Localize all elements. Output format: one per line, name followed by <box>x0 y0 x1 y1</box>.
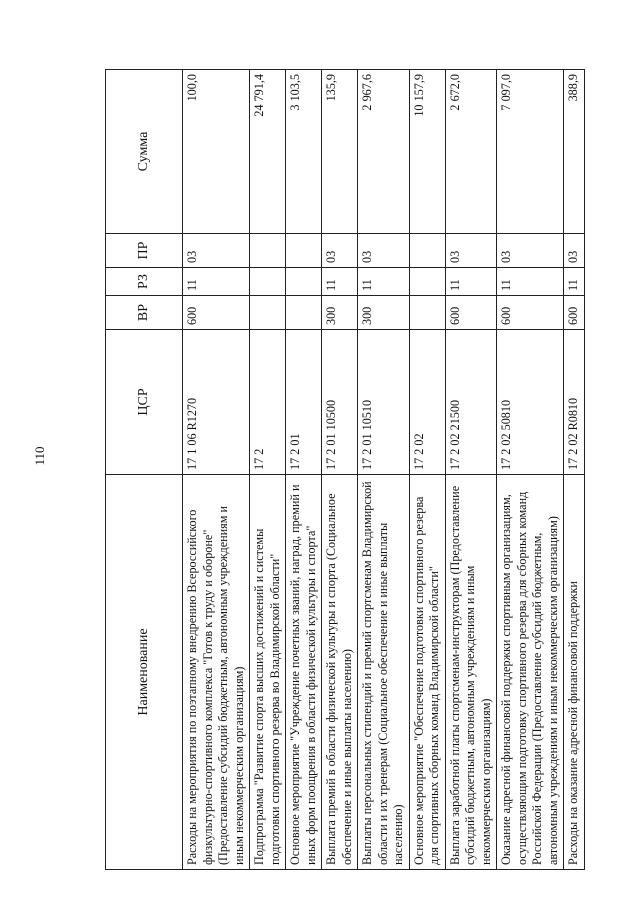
table-row <box>564 70 585 870</box>
row-rz: 11 <box>445 268 497 296</box>
row-name: Основное мероприятие "Обеспечение подготовки спортивного резерва для спортивных сборных команд Владимирской области" <box>409 475 445 870</box>
row-rz: 11 <box>322 268 358 296</box>
header-csr: ЦСР <box>106 330 183 475</box>
row-csr: 17 2 01 <box>286 330 322 475</box>
row-csr: 17 2 02 <box>409 330 445 475</box>
row-csr: 17 1 06 R1270 <box>183 330 250 475</box>
table-row <box>358 70 410 870</box>
row-rz <box>286 268 322 296</box>
row-vr: 600 <box>445 296 497 330</box>
row-sum: 7 097,0 <box>497 70 564 234</box>
row-sum: 3 103,5 <box>286 70 322 234</box>
row-name: Основное мероприятие "Учреждение почетных званий, наград, премий и иных форм поощрения в области физической культуры и спорта" <box>286 475 322 870</box>
rotated-page-content <box>105 70 630 870</box>
row-sum: 135,9 <box>322 70 358 234</box>
row-vr: 300 <box>322 296 358 330</box>
table-row <box>497 70 564 870</box>
row-vr <box>250 296 286 330</box>
row-pr: 03 <box>358 234 410 268</box>
row-sum: 24 791,4 <box>250 70 286 234</box>
row-rz: 11 <box>183 268 250 296</box>
row-pr <box>286 234 322 268</box>
table-row <box>250 70 286 870</box>
row-sum: 2 672,0 <box>445 70 497 234</box>
header-rz: РЗ <box>106 268 183 296</box>
row-vr: 600 <box>183 296 250 330</box>
row-pr: 03 <box>183 234 250 268</box>
row-name: Выплаты персональных стипендий и премий спортсменам Владимирской области и их тренерам (Социальное обеспечение и иные выплаты населению) <box>358 475 410 870</box>
row-name: Расходы на мероприятия по поэтапному внедрению Всероссийского физкультурно-спортивного комплекса "Готов к труду и обороне" (Предоставление субсидий бюджетным, автономным учреждениям и иным некоммерческим организациям) <box>183 475 250 870</box>
table-row <box>409 70 445 870</box>
row-name: Выплата премий в области физической культуры и спорта (Социальное обеспечение и иные выплаты населению) <box>322 475 358 870</box>
table-row <box>445 70 497 870</box>
row-vr <box>286 296 322 330</box>
header-vr: ВР <box>106 296 183 330</box>
row-rz <box>409 268 445 296</box>
page-number: 110 <box>32 446 47 466</box>
row-rz <box>250 268 286 296</box>
row-rz: 11 <box>358 268 410 296</box>
row-pr <box>409 234 445 268</box>
row-sum: 2 967,6 <box>358 70 410 234</box>
row-csr: 17 2 02 21500 <box>445 330 497 475</box>
row-csr: 17 2 01 10510 <box>358 330 410 475</box>
row-name: Расходы на оказание адресной финансовой поддержки <box>564 475 585 870</box>
row-name: Подпрограмма "Развитие спорта высших достижений и системы подготовки спортивного резерва во Владимирской области" <box>250 475 286 870</box>
row-name: Выплата заработной платы спортсменам-инструкторам (Предоставление субсидий бюджетным, автономным учреждениям и иным некоммерческим организациям) <box>445 475 497 870</box>
table-row <box>183 70 250 870</box>
header-pr: ПР <box>106 234 183 268</box>
row-vr: 300 <box>358 296 410 330</box>
row-pr: 03 <box>445 234 497 268</box>
row-pr: 03 <box>497 234 564 268</box>
row-vr: 600 <box>564 296 585 330</box>
table-header-row <box>106 70 183 870</box>
row-rz: 11 <box>564 268 585 296</box>
row-csr: 17 2 02 50810 <box>497 330 564 475</box>
row-sum: 100,0 <box>183 70 250 234</box>
row-vr: 600 <box>497 296 564 330</box>
row-sum: 388,9 <box>564 70 585 234</box>
row-name: Оказание адресной финансовой поддержки спортивным организациям, осуществляющим подготовку спортивного резерва для сборных команд Российской Федерации (Предоставление субсидий бюджетным, автономным учреждениям и иным некоммерческим организациям) <box>497 475 564 870</box>
header-name: Наименование <box>106 475 183 870</box>
row-rz: 11 <box>497 268 564 296</box>
row-sum: 10 157,9 <box>409 70 445 234</box>
table-row <box>322 70 358 870</box>
row-csr: 17 2 02 R0810 <box>564 330 585 475</box>
row-vr <box>409 296 445 330</box>
row-csr: 17 2 <box>250 330 286 475</box>
row-pr: 03 <box>322 234 358 268</box>
table-row <box>286 70 322 870</box>
row-csr: 17 2 01 10500 <box>322 330 358 475</box>
budget-table <box>105 69 585 870</box>
row-pr: 03 <box>564 234 585 268</box>
header-sum: Сумма <box>106 70 183 234</box>
row-pr <box>250 234 286 268</box>
